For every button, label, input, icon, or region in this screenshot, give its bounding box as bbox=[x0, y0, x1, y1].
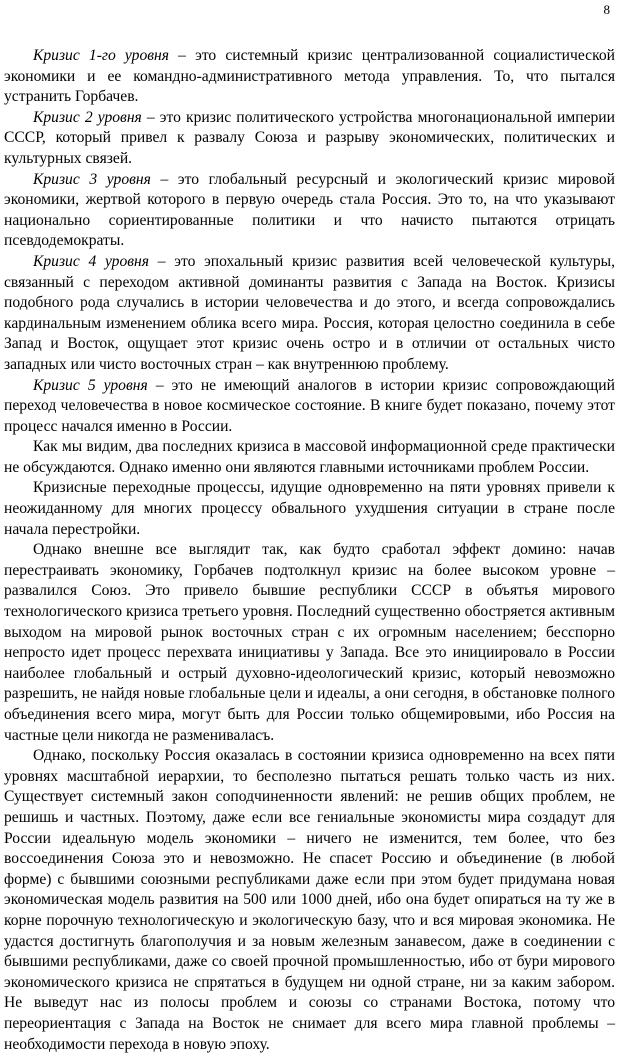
text-body bbox=[4, 46, 615, 1055]
paragraph-text: Как мы видим, два последних кризиса в массовой информационной среде практически не обсуждаются. Однако именно они являются главными источниками проблем России. bbox=[4, 438, 615, 476]
crisis-term: Кризис 1-го уровня bbox=[33, 47, 170, 64]
paragraph-crisis-4 bbox=[4, 252, 615, 376]
paragraph-text: – это эпохальный кризис развития всей человеческой культуры, связанный с переходом активной доминанты развития с Запада на Восток. Кризисы подобного рода случались в истории человечества и до этого, и всегда сопровождались кардинальным изменением облика всего мира. Россия, которая целостно соединила в себе Запад и Восток, ощущает этот кризис очень остро и в отличии от остальных чисто западных или чисто восточных стран – как внутреннюю проблему. bbox=[4, 252, 615, 373]
paragraph bbox=[4, 746, 615, 1055]
crisis-term: Кризис 3 уровня bbox=[33, 170, 151, 188]
paragraph-text: – это не имеющий аналогов в истории кризис сопровождающий переход человечества в новое космическое состояние. В книге будет показано, почему этот процесс начался именно в России. bbox=[4, 376, 615, 435]
paragraph bbox=[4, 437, 615, 478]
paragraph-text: – это глобальный ресурсный и экологический кризис мировой экономики, жертвой которого в первую очередь стала Россия. Это то, на что указывают национально сориентированные политики и что начисто пытаются отрицать псевдодемократы. bbox=[4, 170, 615, 250]
paragraph-text: – это системный кризис централизованной социалистической экономики и ее командно-административного метода управления. То, что пытался устранить Горбачев. bbox=[4, 47, 616, 106]
paragraph-text: Однако, поскольку Россия оказалась в состоянии кризиса одновременно на всех пяти уровнях масштабной иерархии, то бесполезно пытаться решать только часть из них. Существует системный закон соподчиненности явлений: не решив общих проблем, не решишь и частных. Поэтому, даже если все гениальные экономисты мира создадут для России идеальную модель экономики – ничего не изменится, тем более, что без воссоединения Союза это и невозможно. Не спасет Россию и объединение (в любой форме) с бывшими союзными республиками даже если при этом будет придумана новая экономическая модель развития на 500 или 1000 дней, ибо она будет опираться на ту же в корне порочную технологическую и экологическую базу, что и вся мировая экономика. Не удастся достигнуть благополучия и за новым железным занавесом, даже в соединении с бывшими республиками, даже со своей прочной промышленностью, ибо от бури мирового экономического кризиса не спрятаться в будущем ни одной стране, ни за каким забором. Не выведут нас из полосы проблем и союзы со странами Востока, потому что переориентация с Запада на Восток не снимает для всего мира главной проблемы – необходимости перехода в новую эпоху. bbox=[4, 747, 615, 1053]
paragraph-crisis-2 bbox=[4, 108, 615, 170]
page-number: 8 bbox=[603, 2, 610, 17]
paragraph bbox=[4, 540, 615, 746]
paragraph-text: Однако внешне все выглядит так, как будто сработал эффект домино: начав перестраивать экономику, Горбачев подтолкнул кризис на более высоком уровне – развалился Союз. Это привело бывшие республики СССР в объятья мирового технологического кризиса третьего уровня. Последний существенно обостряется активным выходом на мировой рынок восточных стран с их огромным населением; бесспорно непросто идет процесс перехвата инициативы у Запада. Все это инициировало в России наиболее глобальный и острый духовно-идеологический кризис, который невозможно разрешить, не найдя новые глобальные цели и идеалы, а они сегодня, в обстановке полного объединения всего мира, могут быть для России только общемировыми, ибо Россия на частные цели никогда не размениваласъ. bbox=[4, 541, 615, 744]
crisis-term: Кризис 2 уровня bbox=[33, 108, 142, 126]
paragraph-text: Кризисные переходные процессы, идущие одновременно на пяти уровнях привели к неожиданному для многих процессу обвального ухудшения ситуации в стране после начала перестройки. bbox=[4, 479, 615, 538]
paragraph bbox=[4, 478, 615, 540]
paragraph-text: – это кризис политического устройства многонациональной империи СССР, который привел к развалу Союза и разрыву экономических, политических и культурных связей. bbox=[4, 108, 615, 167]
crisis-term: Кризис 5 уровня bbox=[33, 376, 148, 394]
paragraph-crisis-1 bbox=[4, 46, 615, 108]
crisis-term: Кризис 4 уровня bbox=[33, 252, 150, 270]
paragraph-crisis-3 bbox=[4, 170, 615, 252]
paragraph-crisis-5 bbox=[4, 376, 615, 438]
